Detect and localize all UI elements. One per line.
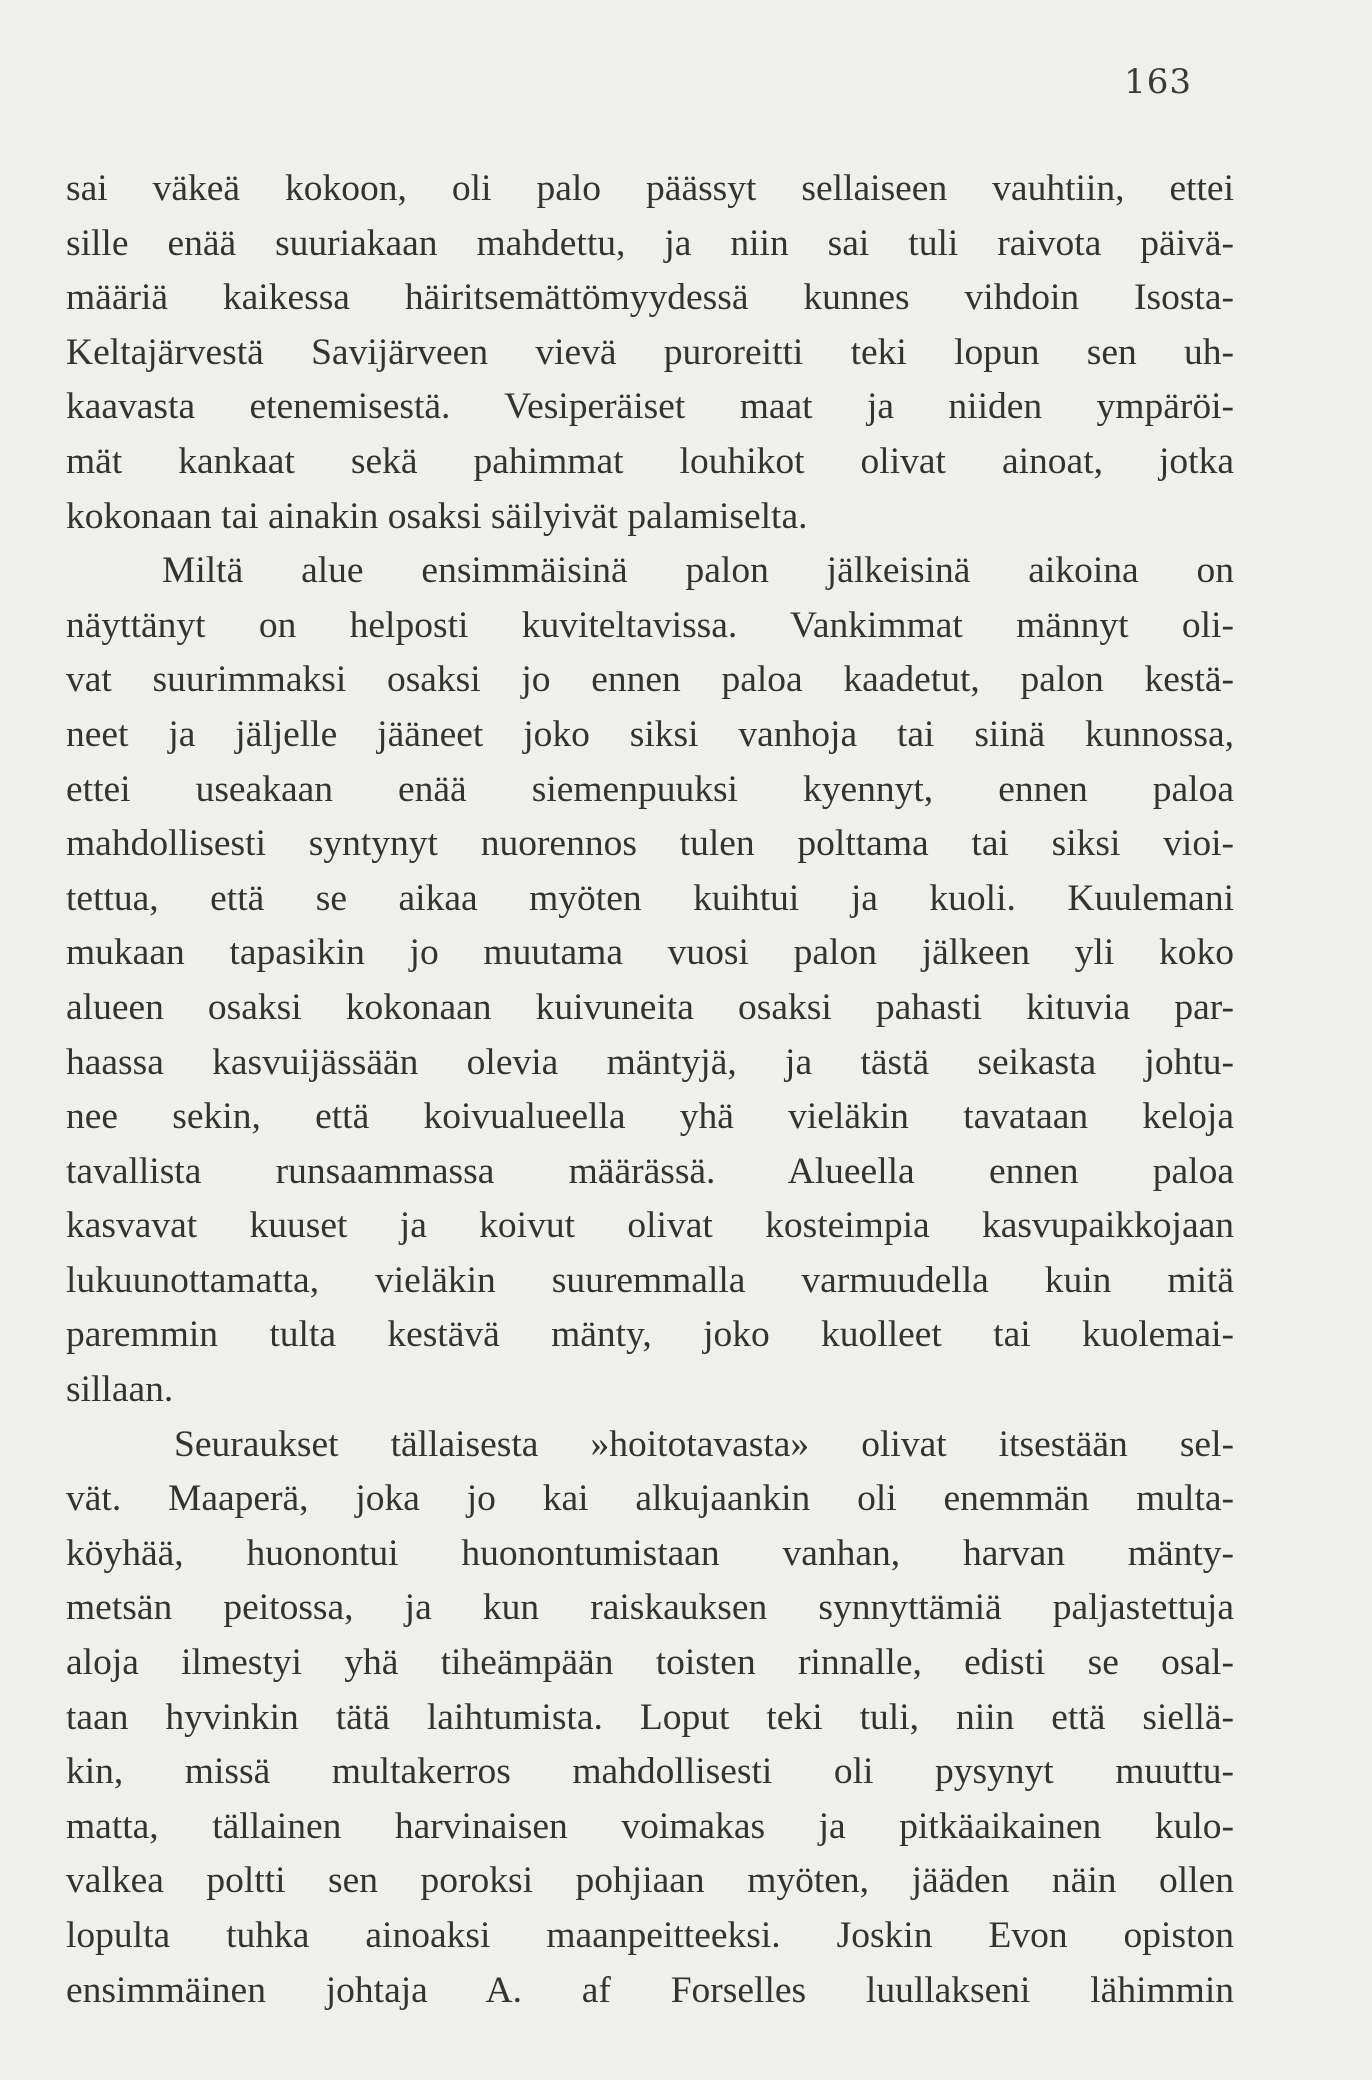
text-line: tavallista runsaammassa määrässä. Alueella ennen paloa: [66, 1150, 1234, 1192]
text-line: sille enää suuriakaan mahdettu, ja niin sai tuli raivota päivä-: [66, 222, 1234, 264]
text-line: ettei useakaan enää siemenpuuksi kyennyt, ennen paloa: [66, 768, 1234, 810]
text-line: kin, missä multakerros mahdollisesti oli pysynyt muuttu-: [66, 1751, 1234, 1793]
text-line: matta, tällainen harvinaisen voimakas ja pitkäaikainen kulo-: [66, 1805, 1234, 1847]
text-line: köyhää, huonontui huonontumistaan vanhan, harvan mänty-: [66, 1532, 1234, 1574]
paragraph-start-line: Seuraukset tällaisesta »hoitotavasta» olivat itsestään sel-: [174, 1423, 1234, 1465]
text-line: lopulta tuhka ainoaksi maanpeitteeksi. Joskin Evon opiston: [66, 1915, 1234, 1956]
text-line: mät kankaat sekä pahimmat louhikot olivat ainoat, jotka: [66, 440, 1234, 482]
text-line: ensimmäinen johtaja A. af Forselles luullakseni lähimmin: [66, 1969, 1234, 2011]
text-line: vat suurimmaksi osaksi jo ennen paloa kaadetut, palon kestä-: [66, 659, 1234, 701]
text-line: vät. Maaperä, joka jo kai alkujaankin oli enemmän multa-: [66, 1478, 1234, 1520]
paragraph-start-line: Miltä alue ensimmäisinä palon jälkeisinä aikoina on: [162, 550, 1234, 592]
text-line: metsän peitossa, ja kun raiskauksen synnyttämiä paljastettuja: [66, 1587, 1234, 1629]
text-line: alueen osaksi kokonaan kuivuneita osaksi pahasti kituvia par-: [66, 986, 1234, 1028]
text-line: aloja ilmestyi yhä tiheämpään toisten rinnalle, edisti se osal-: [66, 1642, 1234, 1684]
text-line: kokonaan tai ainakin osaksi säilyivät palamiselta.: [66, 495, 808, 537]
text-line: nee sekin, että koivualueella yhä vieläkin tavataan keloja: [66, 1096, 1234, 1138]
text-line: määriä kaikessa häiritsemättömyydessä kunnes vihdoin Isosta-: [66, 277, 1234, 319]
body-text: [66, 162, 1234, 2018]
text-line: paremmin tulta kestävä mänty, joko kuolleet tai kuolemai-: [66, 1314, 1234, 1356]
page-number: 163: [1124, 62, 1192, 102]
text-line: sillaan.: [66, 1369, 174, 1411]
text-line: haassa kasvuijässään olevia mäntyjä, ja tästä seikasta johtu-: [66, 1041, 1234, 1083]
text-line: kaavasta etenemisestä. Vesiperäiset maat ja niiden ympäröi-: [66, 386, 1234, 428]
text-line: näyttänyt on helposti kuviteltavissa. Vankimmat männyt oli-: [66, 604, 1234, 646]
text-line: sai väkeä kokoon, oli palo päässyt sellaiseen vauhtiin, ettei: [66, 168, 1234, 209]
text-line: kasvavat kuuset ja koivut olivat kosteimpia kasvupaikkojaan: [66, 1205, 1234, 1247]
text-line: neet ja jäljelle jääneet joko siksi vanhoja tai siinä kunnossa,: [66, 713, 1234, 755]
text-line: mahdollisesti syntynyt nuorennos tulen polttama tai siksi vioi-: [66, 823, 1234, 865]
text-line: lukuunottamatta, vieläkin suuremmalla varmuudella kuin mitä: [66, 1259, 1234, 1301]
text-line: mukaan tapasikin jo muutama vuosi palon jälkeen yli koko: [66, 932, 1234, 974]
text-line: taan hyvinkin tätä laihtumista. Loput teki tuli, niin että siellä-: [66, 1696, 1234, 1738]
text-line: tettua, että se aikaa myöten kuihtui ja kuoli. Kuulemani: [66, 877, 1234, 919]
text-line: valkea poltti sen poroksi pohjiaan myöten, jääden näin ollen: [66, 1860, 1234, 1902]
text-line: Keltajärvestä Savijärveen vievä puroreitti teki lopun sen uh-: [66, 331, 1234, 373]
